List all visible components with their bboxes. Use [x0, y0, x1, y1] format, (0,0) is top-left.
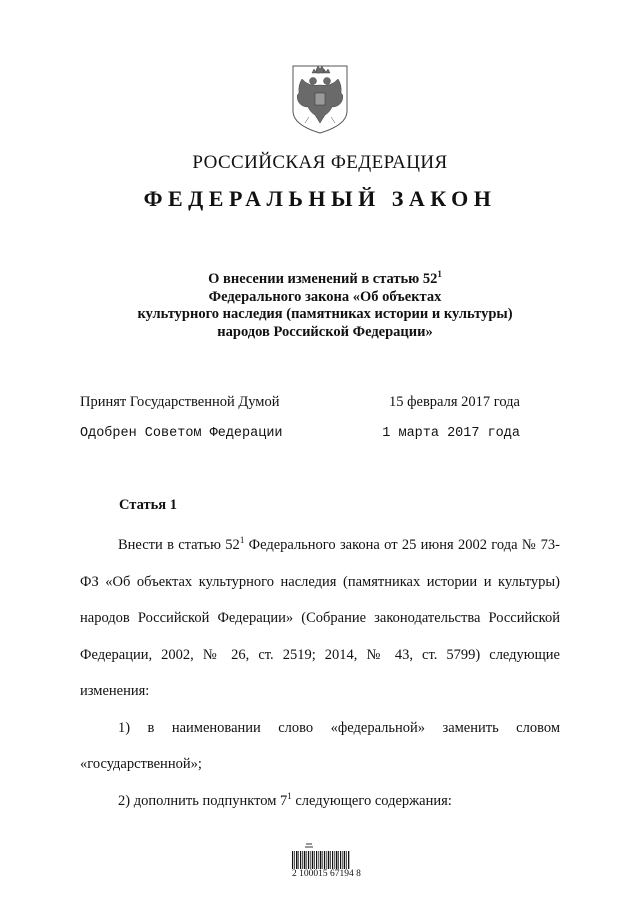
- article-item-2-text: 2) дополнить подпунктом 7: [118, 792, 288, 809]
- barcode-image: [292, 841, 352, 886]
- barcode-number: 2 100015 67194 8: [292, 869, 361, 879]
- article-intro-paragraph: [80, 527, 560, 710]
- article-item-2-superscript: 1: [287, 790, 292, 801]
- country-name: РОССИЙСКАЯ ФЕДЕРАЦИЯ: [192, 152, 448, 173]
- article-intro-rest: Федерального закона от 25 июня 2002 года № 73-ФЗ «Об объектах культурного наследия (памятниках истории и культуры) народов Российской Федерации» (Собрание законодательства Российской Федерации, 2002, № 26, ст. 2519; 2014, № 43, ст. 5799) следующие изменения:: [80, 537, 560, 699]
- adoption-date: 15 февраля 2017 года: [388, 394, 520, 410]
- article-heading: Статья 1: [119, 497, 177, 513]
- article-item-2: [80, 783, 560, 820]
- law-title-line-2: Федерального закона «Об объектах: [208, 288, 442, 305]
- law-title-line-3: культурного наследия (памятниках истории и культуры): [137, 306, 513, 322]
- law-title-line-1: [90, 271, 560, 289]
- law-title-line-1-text: О внесении изменений в статью 52: [208, 271, 438, 287]
- law-title: [90, 271, 560, 341]
- adoption-date: 1 марта 2017 года: [382, 426, 520, 441]
- article-item-2-rest: следующего содержания:: [291, 792, 452, 809]
- adoption-label: Принят Государственной Думой: [80, 394, 280, 410]
- law-type-heading: ФЕДЕРАЛЬНЫЙ ЗАКОН: [143, 186, 497, 211]
- adoption-label: Одобрен Советом Федерации: [80, 426, 283, 441]
- coat-of-arms-emblem: [289, 63, 351, 135]
- article-intro-superscript: 1: [239, 535, 245, 545]
- article-intro-text: Внести в статью 52: [118, 537, 240, 553]
- article-body: [80, 527, 560, 819]
- article-item-1: 1) в наименовании слово «федеральной» заменить словом «государственной»;: [80, 719, 560, 772]
- law-title-line-4: народов Российской Федерации»: [217, 323, 433, 340]
- law-title-superscript: 1: [437, 269, 442, 279]
